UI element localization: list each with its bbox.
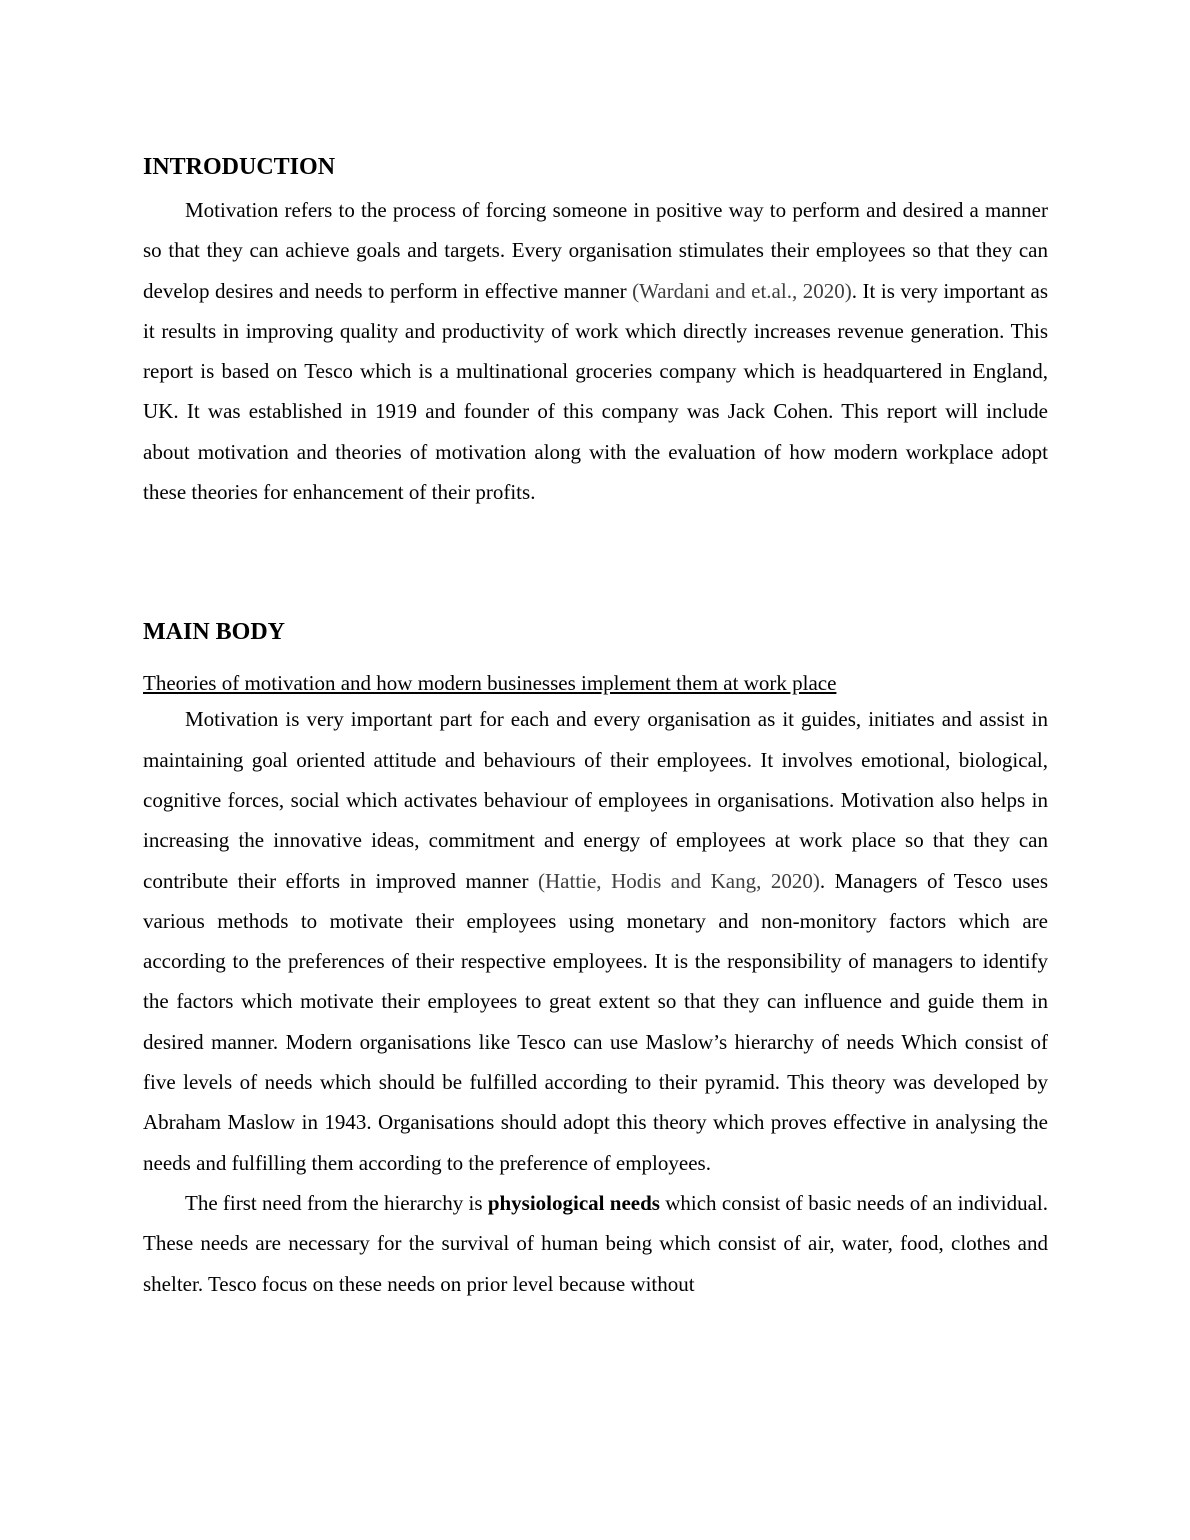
main-body-text-1: Motivation is very important part for each and every organisation as it guides, initiates and assist in maintaining goal oriented attitude and behaviours of their employees. It involves emotional, biological, cognitive forces, social which activates behaviour of employees in organisations. Motivation also helps in increasing the innovative ideas, commitment and energy of employees at work place so that they can contribute their efforts in improved manner [143,707,1048,893]
section-subheading: Theories of motivation and how modern businesses implement them at work place [143,671,837,696]
introduction-text-2: . It is very important as it results in improving quality and productivity of work which directly increases revenue generation. This report is based on Tesco which is a multinational groceries company which is headquartered in England, UK. It was established in 1919 and founder of this company was Jack Cohen. This report will include about motivation and theories of motivation along with the evaluation of how modern workplace adopt these theories for enhancement of their profits. [143,278,1049,505]
main-body-text-3: The first need from the hierarchy is [185,1190,488,1215]
main-body-text-4: which consist of basic needs of an individual. These needs are necessary for the survival of human being which consist of air, water, food, clothes and shelter. Tesco focus on these needs on prior level because without [143,1190,1048,1296]
document-content [143,150,1048,1304]
main-body-text-2: . Managers of Tesco uses various methods to motivate their employees using monetary and non-monitory factors which are according to the preferences of their respective employees. It is the responsibility of managers to identify the factors which motivate their employees to great extent so that they can influence and guide them in desired manner. Modern organisations like Tesco can use Maslow’s hierarchy of needs Which consist of five levels of needs which should be fulfilled according to their pyramid. This theory was developed by Abraham Maslow in 1943. Organisations should adopt this theory which proves effective in analysing the needs and fulfilling them according to the preference of employees. [143,868,1048,1175]
citation-hattie: (Hattie, Hodis and Kang, 2020) [538,868,820,893]
introduction-paragraph [143,190,1048,512]
main-body-paragraph-1 [143,699,1048,1183]
main-body-paragraph-2 [143,1183,1048,1304]
introduction-heading: INTRODUCTION [143,154,336,180]
physiological-needs-term: physiological needs [487,1190,660,1215]
introduction-text-1: Motivation refers to the process of forcing someone in positive way to perform and desired a manner so that they can achieve goals and targets. Every organisation stimulates their employees so that they can develop desires and needs to perform in effective manner [143,198,1048,303]
main-body-heading: MAIN BODY [143,619,285,646]
citation-wardani: (Wardani and et.al., 2020) [632,278,852,303]
